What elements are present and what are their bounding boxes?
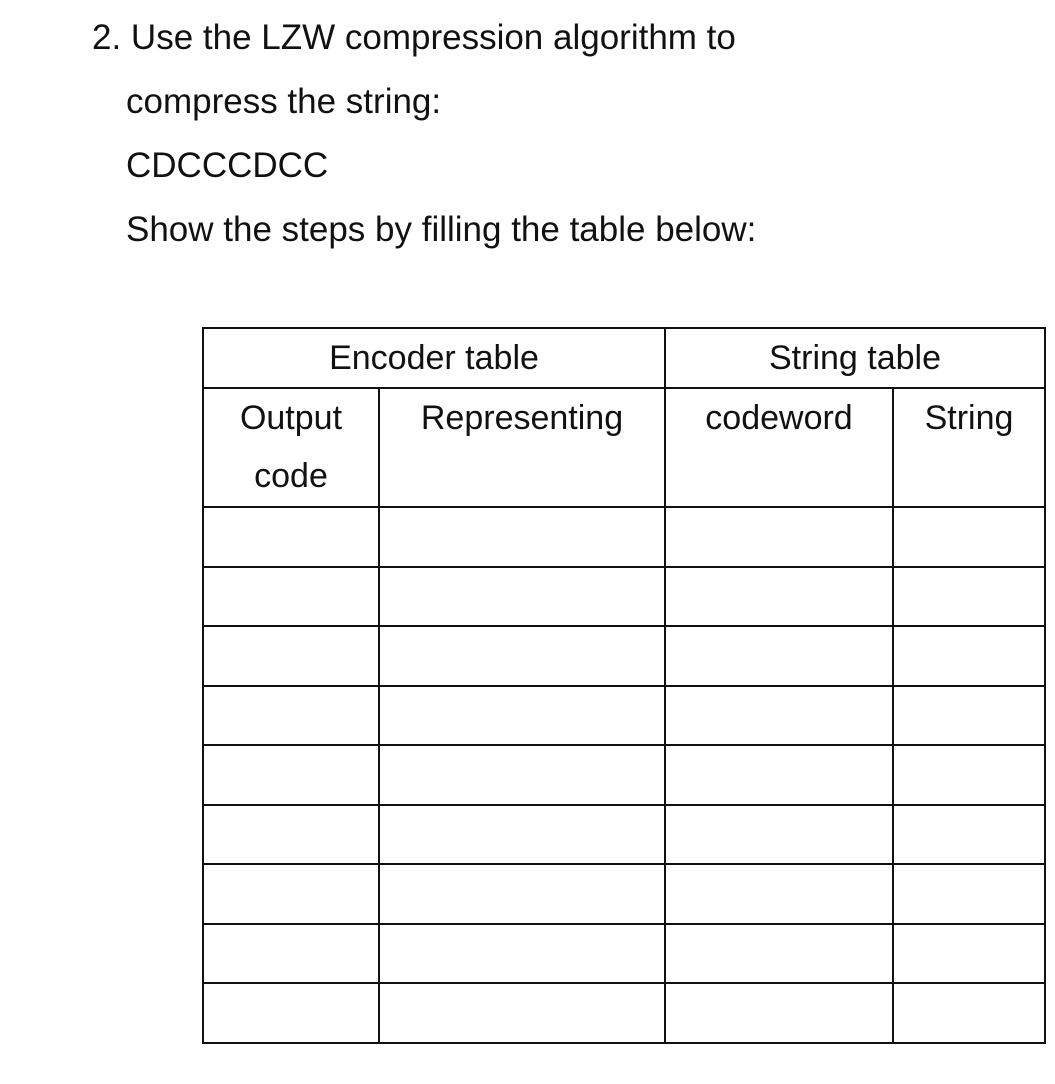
representing-cell[interactable] xyxy=(379,805,665,865)
question-title: 2. Use the LZW compression algorithm to xyxy=(92,18,736,57)
output-code-cell[interactable] xyxy=(203,686,379,746)
output-code-cell[interactable] xyxy=(203,805,379,865)
codeword-cell[interactable] xyxy=(665,626,893,686)
table-row xyxy=(203,626,1045,686)
question-text: compress the string: xyxy=(126,82,442,121)
table-row xyxy=(203,686,1045,746)
string-cell[interactable] xyxy=(893,924,1045,984)
codeword-cell[interactable] xyxy=(665,864,893,924)
string-table-header: String table xyxy=(665,328,1045,388)
representing-cell[interactable] xyxy=(379,745,665,805)
codeword-cell[interactable] xyxy=(665,924,893,984)
string-cell[interactable] xyxy=(893,745,1045,805)
codeword-header: codeword xyxy=(665,388,893,507)
output-code-cell[interactable] xyxy=(203,626,379,686)
codeword-cell[interactable] xyxy=(665,983,893,1043)
output-code-cell[interactable] xyxy=(203,745,379,805)
representing-cell[interactable] xyxy=(379,924,665,984)
string-header: String xyxy=(893,388,1045,507)
representing-cell[interactable] xyxy=(379,507,665,567)
output-code-cell[interactable] xyxy=(203,567,379,627)
string-cell[interactable] xyxy=(893,507,1045,567)
string-cell[interactable] xyxy=(893,864,1045,924)
representing-cell[interactable] xyxy=(379,626,665,686)
output-code-cell[interactable] xyxy=(203,983,379,1043)
string-cell[interactable] xyxy=(893,567,1045,627)
codeword-cell[interactable] xyxy=(665,745,893,805)
table-row xyxy=(203,983,1045,1043)
table-row xyxy=(203,745,1045,805)
table-row xyxy=(203,924,1045,984)
representing-header: Representing xyxy=(379,388,665,507)
table-row xyxy=(203,507,1045,567)
codeword-cell[interactable] xyxy=(665,805,893,865)
representing-cell[interactable] xyxy=(379,864,665,924)
output-code-cell[interactable] xyxy=(203,864,379,924)
string-cell[interactable] xyxy=(893,686,1045,746)
table-row xyxy=(203,567,1045,627)
table-row xyxy=(203,805,1045,865)
codeword-cell[interactable] xyxy=(665,507,893,567)
encoder-table-header: Encoder table xyxy=(203,328,665,388)
output-code-cell[interactable] xyxy=(203,507,379,567)
representing-cell[interactable] xyxy=(379,983,665,1043)
string-cell[interactable] xyxy=(893,983,1045,1043)
instruction-text: Show the steps by filling the table below: xyxy=(126,210,757,249)
representing-cell[interactable] xyxy=(379,686,665,746)
string-cell[interactable] xyxy=(893,626,1045,686)
output-code-cell[interactable] xyxy=(203,924,379,984)
codeword-cell[interactable] xyxy=(665,567,893,627)
lzw-table xyxy=(202,327,1046,1044)
representing-cell[interactable] xyxy=(379,567,665,627)
table-row xyxy=(203,864,1045,924)
output-code-header: Output code xyxy=(203,388,379,507)
codeword-cell[interactable] xyxy=(665,686,893,746)
input-string: CDCCCDCC xyxy=(126,146,329,185)
string-cell[interactable] xyxy=(893,805,1045,865)
